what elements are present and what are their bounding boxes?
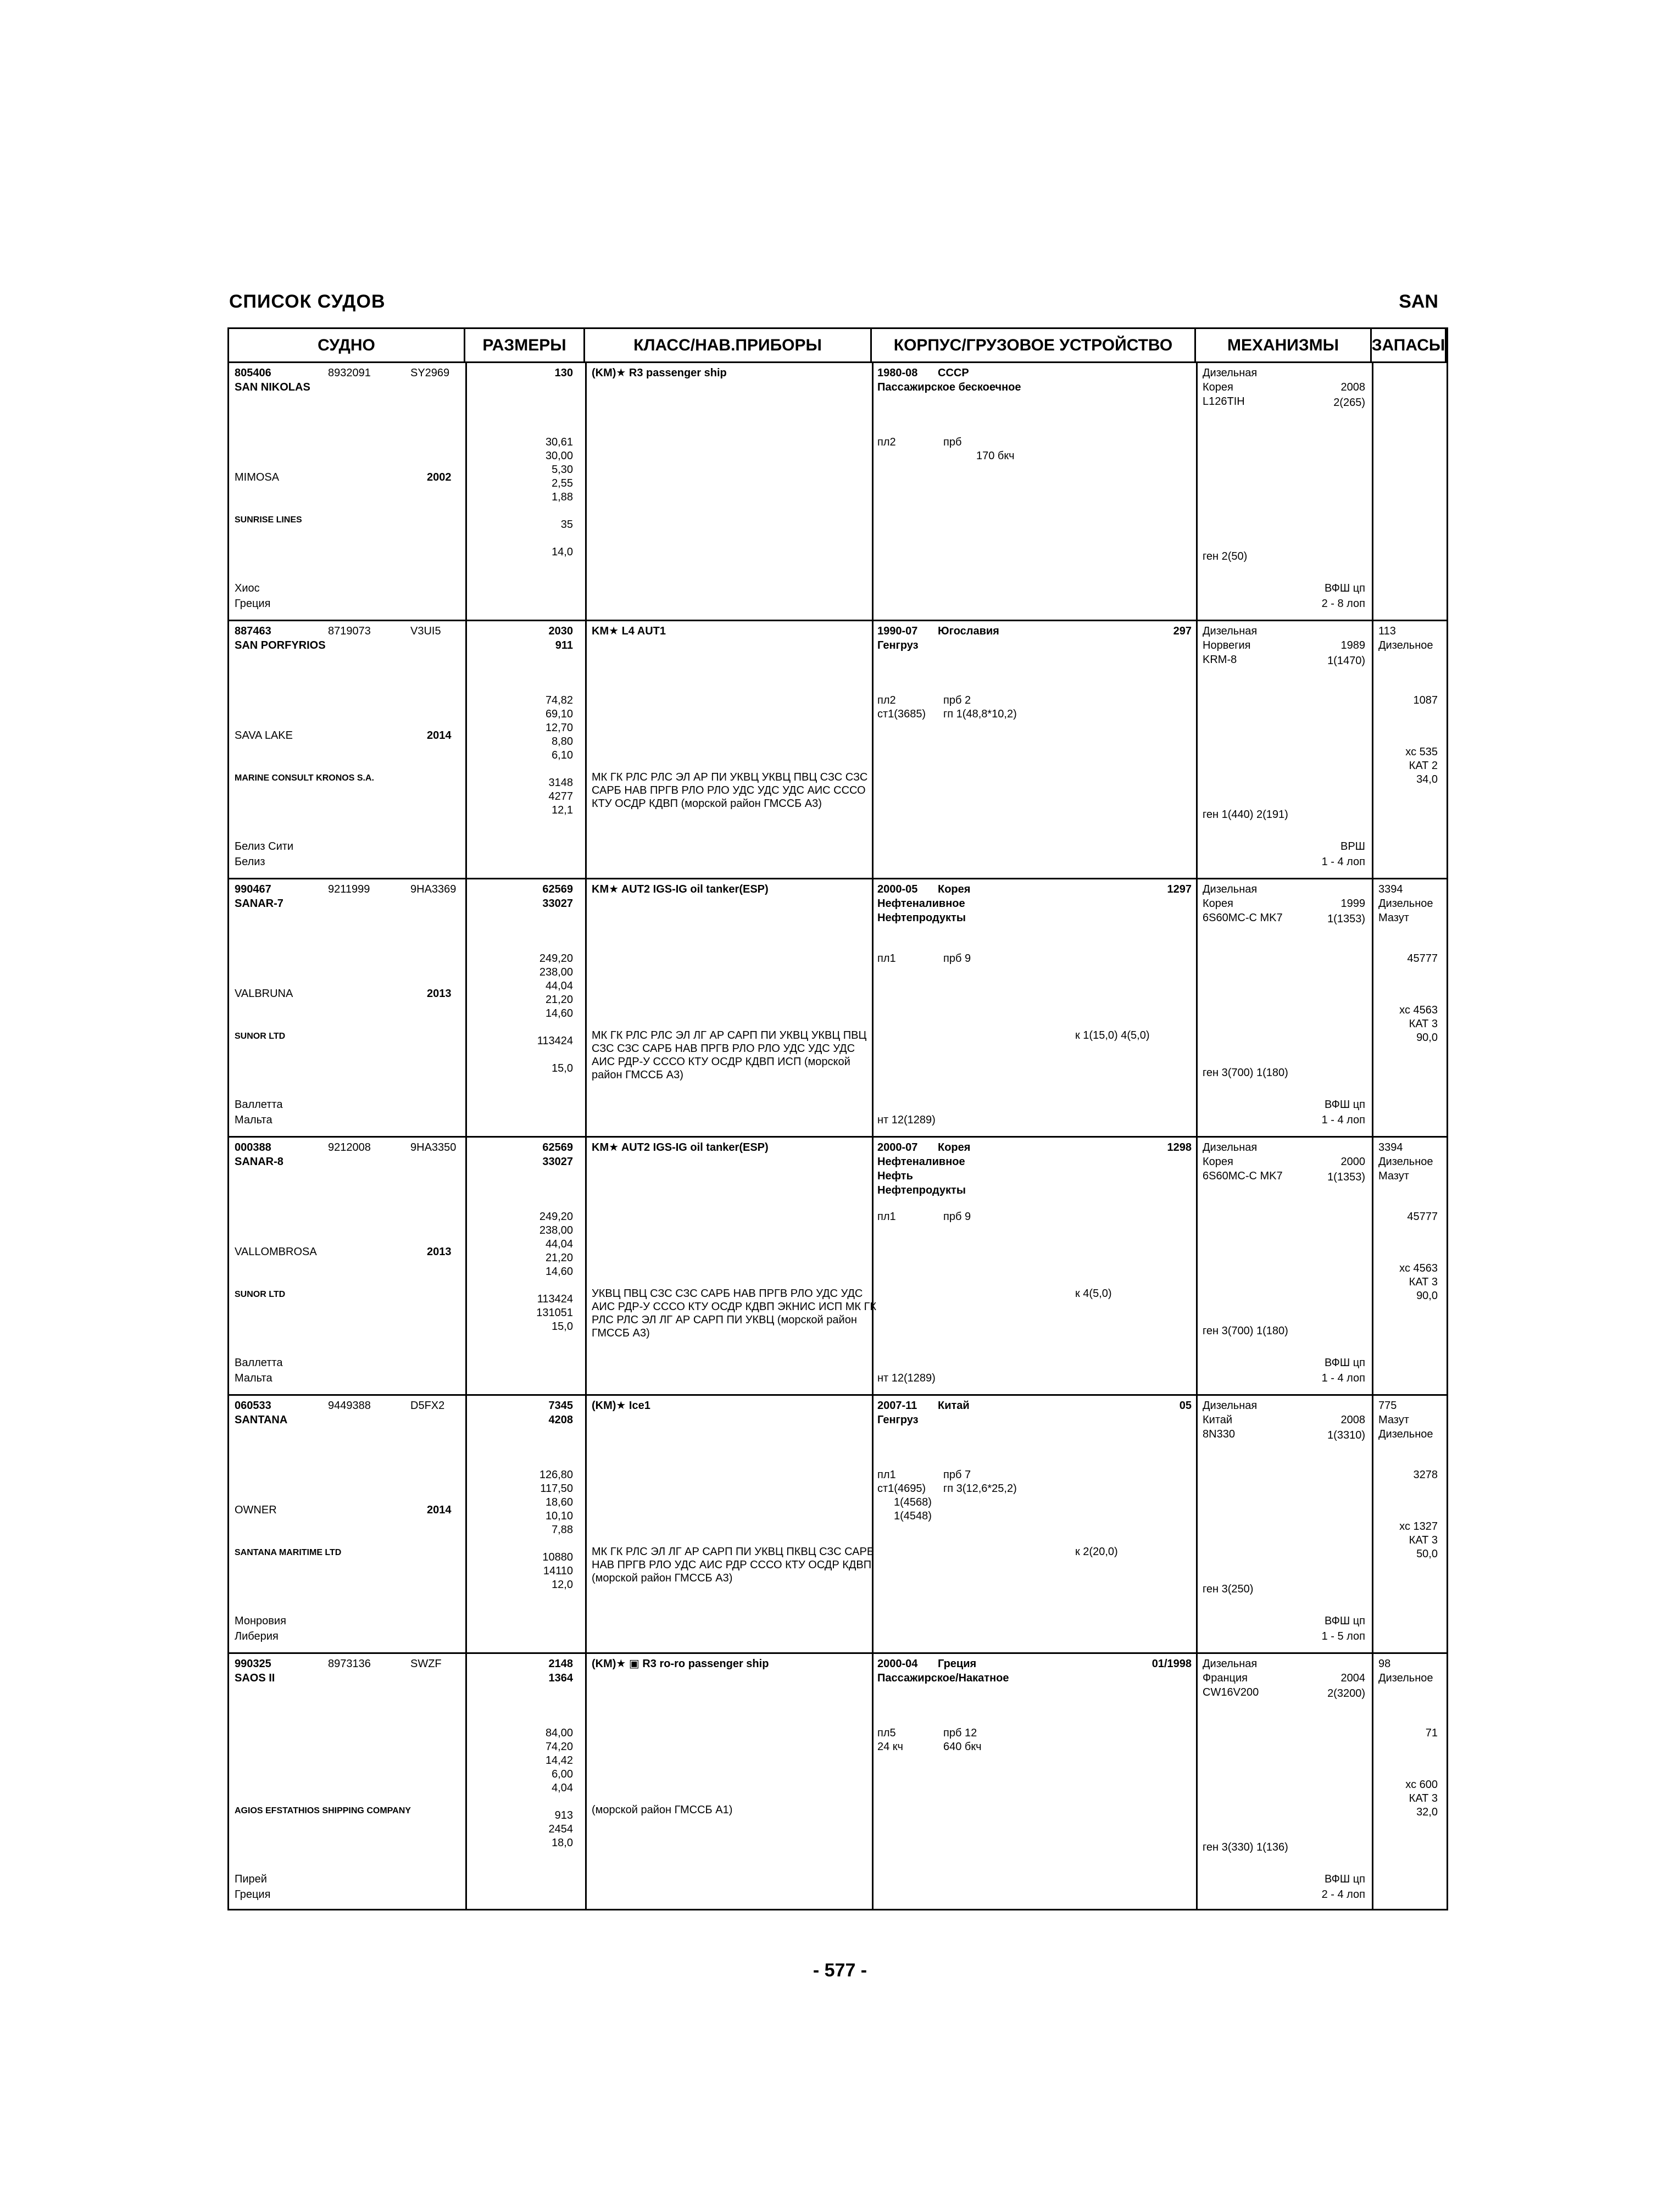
build-year: 2014 <box>427 1504 452 1516</box>
hull-build-country: Югославия <box>938 625 999 637</box>
hull-spec: 24 кч <box>877 1741 903 1753</box>
engine-country: Корея <box>1203 898 1233 910</box>
propeller-blades: 1 - 4 лоп <box>1321 1114 1365 1126</box>
class-notation: (KM)★ R3 passenger ship <box>592 367 727 379</box>
navigation-equipment: МК ГК РЛС ЭЛ ЛГ АР САРП ПИ УКВЦ ПКВЦ СЗС САРБ НАВ ПРГВ РЛО УДС АИС РДР СССО КТУ ОСДР КДВП (морской район ГМССБ А3) <box>592 1546 874 1584</box>
call-sign: 9HA3369 <box>410 883 457 895</box>
imo-number: 9449388 <box>328 1400 371 1412</box>
dimension-value: 3148 <box>548 777 573 789</box>
engine-type: Дизельная <box>1203 1658 1258 1670</box>
crew-category: КАТ 3 <box>1409 1792 1438 1804</box>
imo-number: 9212008 <box>328 1141 371 1154</box>
hull-spec: ст1(4695) <box>877 1483 926 1495</box>
fuel-capacity: 1087 <box>1413 694 1438 706</box>
ship-entry <box>229 1396 1447 1654</box>
hull-spec: пл1 <box>877 952 896 965</box>
dimension-value: 14110 <box>543 1565 573 1577</box>
dimension-value: 84,00 <box>545 1727 573 1739</box>
build-year: 2013 <box>427 988 452 1000</box>
fuel-store: 98 <box>1378 1658 1391 1670</box>
flag-country: Белиз <box>235 856 265 868</box>
propeller-type: ВФШ цп <box>1324 1873 1365 1885</box>
crew-category: КАТ 3 <box>1409 1276 1438 1288</box>
propeller-blades: 1 - 4 лоп <box>1321 856 1365 868</box>
ship-name: SANAR-8 <box>235 1156 283 1168</box>
hull-build-country: Корея <box>938 883 971 895</box>
former-name: SAVA LAKE <box>235 729 293 742</box>
engine-model: CW16V200 <box>1203 1686 1259 1698</box>
hull-number: 1297 <box>1167 883 1192 895</box>
build-year: 2014 <box>427 729 452 742</box>
port-of-registry: Хиос <box>235 582 260 594</box>
class-notation: KM★ AUT2 IGS-IG oil tanker(ESP) <box>592 883 769 895</box>
engine-country: Корея <box>1203 1156 1233 1168</box>
hull-build-date: 2000-05 <box>877 883 918 895</box>
dimension-value: 113424 <box>537 1293 573 1305</box>
dimension-value: 10880 <box>542 1551 573 1563</box>
call-sign: 9HA3350 <box>410 1141 457 1154</box>
tank-spec: нт 12(1289) <box>877 1114 936 1126</box>
ship-entry <box>229 363 1447 621</box>
dimension-value: 12,70 <box>545 722 573 734</box>
hull-spec: пл2 <box>877 436 896 448</box>
dimension-value: 14,60 <box>545 1266 573 1278</box>
engine-year: 2004 <box>1340 1672 1365 1684</box>
dimension-value: 6,00 <box>552 1768 573 1780</box>
imo-number: 8719073 <box>328 625 371 637</box>
hull-spec: 1(4548) <box>894 1510 932 1522</box>
call-sign: D5FX2 <box>410 1400 445 1412</box>
dimension-value: 1,88 <box>552 491 573 503</box>
hull-spec: прб 9 <box>943 1211 971 1223</box>
dimension-value: 2,55 <box>552 477 573 489</box>
dimension-value: 30,00 <box>545 450 573 462</box>
dimension-value: 12,1 <box>552 804 573 816</box>
hull-type: Нефтепродукты <box>877 1184 966 1196</box>
dimension-value: 4277 <box>548 790 573 803</box>
navigation-equipment: МК ГК РЛС РЛС ЭЛ ЛГ АР САРП ПИ УКВЦ УКВЦ ПВЦ СЗС СЗС САРБ НАВ ПРГВ РЛО РЛО УДС УДС УДС АИС РДР-У СССО КТУ ОСДР КДВП ИСП (морской район ГМССБ А3) <box>592 1029 867 1081</box>
dimension-value: 7,88 <box>552 1524 573 1536</box>
ship-name: SAN NIKOLAS <box>235 381 310 393</box>
engine-power: 1(1470) <box>1327 655 1365 667</box>
hull-spec: прб 9 <box>943 952 971 965</box>
class-notation: KM★ L4 AUT1 <box>592 625 666 637</box>
dimension-value: 14,42 <box>545 1754 573 1767</box>
propeller-blades: 2 - 8 лоп <box>1321 598 1365 610</box>
net-tonnage: 33027 <box>542 898 573 910</box>
crew-category: хс 1327 <box>1399 1520 1438 1533</box>
crew-category: КАТ 3 <box>1409 1018 1438 1030</box>
fuel-store: 775 <box>1378 1400 1397 1412</box>
dimension-value: 14,0 <box>552 546 573 558</box>
hull-spec: 640 бкч <box>943 1741 982 1753</box>
crew-category: 50,0 <box>1416 1548 1438 1560</box>
dimension-value: 15,0 <box>552 1321 573 1333</box>
ship-entry <box>229 1138 1447 1396</box>
navigation-equipment: УКВЦ ПВЦ СЗС СЗС САРБ НАВ ПРГВ РЛО УДС УДС АИС РДР-У СССО КТУ ОСДР КДВП ЭКНИС ИСП МК ГК РЛС РЛС ЭЛ ЛГ АР САРП ПИ УКВЦ (морской район ГМССБ А3) <box>592 1288 877 1339</box>
crew-category: хс 535 <box>1405 746 1438 758</box>
hull-spec: прб 2 <box>943 694 971 706</box>
crew-category: КАТ 3 <box>1409 1534 1438 1546</box>
ship-name: SANAR-7 <box>235 898 283 910</box>
net-tonnage: 1364 <box>548 1672 573 1684</box>
hull-number: 1298 <box>1167 1141 1192 1154</box>
class-notation: (KM)★ Ice1 <box>592 1400 650 1412</box>
engine-model: 8N330 <box>1203 1428 1235 1440</box>
engine-type: Дизельная <box>1203 625 1258 637</box>
fuel-store: 113 <box>1378 625 1396 637</box>
hull-spec: пл2 <box>877 694 896 706</box>
crew-category: 32,0 <box>1416 1806 1438 1818</box>
fuel-capacity: 45777 <box>1407 952 1438 965</box>
gross-tonnage: 2030 <box>548 625 573 637</box>
dimension-value: 113424 <box>537 1035 573 1047</box>
gross-tonnage: 2148 <box>548 1658 573 1670</box>
imo-number: 8973136 <box>328 1658 371 1670</box>
gross-tonnage: 7345 <box>548 1400 573 1412</box>
crew-category: 34,0 <box>1416 773 1438 786</box>
port-of-registry: Монровия <box>235 1615 286 1627</box>
fuel-store: Мазут <box>1378 912 1409 924</box>
page-title: СПИСОК СУДОВ <box>229 291 386 312</box>
owner-name: SUNRISE LINES <box>235 515 302 525</box>
hull-type: Генгруз <box>877 1414 919 1426</box>
col-class: КЛАСС/НАВ.ПРИБОРЫ <box>585 329 872 363</box>
build-year: 2002 <box>427 471 452 483</box>
hull-type: Нефтеналивное <box>877 1156 965 1168</box>
crew-category: хс 600 <box>1405 1779 1438 1791</box>
call-sign: SY2969 <box>410 367 450 379</box>
section-code: SAN <box>1399 291 1438 312</box>
hull-spec: пл1 <box>877 1469 896 1481</box>
owner-name: SANTANA MARITIME LTD <box>235 1548 342 1557</box>
hull-number: 05 <box>1179 1400 1192 1412</box>
imo-number: 8932091 <box>328 367 371 379</box>
registry-number: 887463 <box>235 625 271 637</box>
registry-number: 060533 <box>235 1400 271 1412</box>
dimension-value: 4,04 <box>552 1782 573 1794</box>
former-name: VALBRUNA <box>235 988 293 1000</box>
ship-entry <box>229 879 1447 1138</box>
hull-type: Пассажирское бескоечное <box>877 381 1021 393</box>
dimension-value: 117,50 <box>540 1483 573 1495</box>
generator-spec: ген 2(50) <box>1203 550 1248 562</box>
generator-spec: ген 3(250) <box>1203 1583 1254 1595</box>
propeller-type: ВФШ цп <box>1324 1615 1365 1627</box>
dimension-value: 131051 <box>536 1307 573 1319</box>
owner-name: SUNOR LTD <box>235 1032 286 1041</box>
owner-name: MARINE CONSULT KRONOS S.A. <box>235 773 374 783</box>
fuel-capacity: 71 <box>1425 1727 1438 1739</box>
engine-country: Корея <box>1203 381 1233 393</box>
flag-country: Мальта <box>235 1372 272 1384</box>
hull-type: Генгруз <box>877 639 919 651</box>
flag-country: Либерия <box>235 1630 279 1642</box>
page-number: - 577 - <box>813 1960 867 1981</box>
dimension-value: 238,00 <box>539 966 573 978</box>
engine-model: 6S60MC-C MK7 <box>1203 1170 1283 1182</box>
dimension-value: 21,20 <box>545 994 573 1006</box>
engine-country: Китай <box>1203 1414 1233 1426</box>
registry-number: 990467 <box>235 883 271 895</box>
engine-power: 1(3310) <box>1327 1429 1365 1441</box>
net-tonnage: 4208 <box>548 1414 573 1426</box>
propeller-blades: 1 - 5 лоп <box>1321 1630 1365 1642</box>
fuel-capacity: 45777 <box>1407 1211 1438 1223</box>
registry-number: 000388 <box>235 1141 271 1154</box>
col-dimensions: РАЗМЕРЫ <box>465 329 585 363</box>
engine-year: 2008 <box>1340 1414 1365 1426</box>
class-notation: (KM)★ ▣ R3 ro-ro passenger ship <box>592 1658 769 1670</box>
hull-spec: 170 бкч <box>976 450 1015 462</box>
former-name: MIMOSA <box>235 471 280 483</box>
dimension-value: 30,61 <box>545 436 573 448</box>
net-tonnage: 33027 <box>542 1156 573 1168</box>
hull-spec: гп 3(12,6*25,2) <box>943 1483 1017 1495</box>
ship-name: SANTANA <box>235 1414 288 1426</box>
hull-build-country: Китай <box>938 1400 970 1412</box>
owner-name: SUNOR LTD <box>235 1290 286 1299</box>
hull-type: Пассажирское/Накатное <box>877 1672 1009 1684</box>
hull-type: Нефть <box>877 1170 913 1182</box>
hull-spec: пл5 <box>877 1727 896 1739</box>
tank-spec: нт 12(1289) <box>877 1372 936 1384</box>
engine-power: 2(3200) <box>1327 1687 1365 1700</box>
hull-spec: прб 12 <box>943 1727 977 1739</box>
imo-number: 9211999 <box>328 883 370 895</box>
hull-spec: прб <box>943 436 962 448</box>
flag-country: Мальта <box>235 1114 272 1126</box>
crew-category: хс 4563 <box>1399 1262 1438 1274</box>
dimension-value: 126,80 <box>539 1469 573 1481</box>
hull-type: Нефтеналивное <box>877 898 965 910</box>
build-year: 2013 <box>427 1246 452 1258</box>
owner-name: AGIOS EFSTATHIOS SHIPPING COMPANY <box>235 1806 411 1815</box>
hull-spec: пл1 <box>877 1211 896 1223</box>
generator-spec: ген 3(700) 1(180) <box>1203 1325 1288 1337</box>
crew-category: 90,0 <box>1416 1290 1438 1302</box>
call-sign: V3UI5 <box>410 625 441 637</box>
hull-build-date: 1990-07 <box>877 625 918 637</box>
ship-entry <box>229 621 1447 879</box>
generator-spec: ген 3(700) 1(180) <box>1203 1067 1288 1079</box>
gross-tonnage: 62569 <box>542 883 573 895</box>
fuel-store: Дизельное <box>1378 898 1433 910</box>
dimension-value: 74,82 <box>545 694 573 706</box>
ship-name: SAOS II <box>235 1672 275 1684</box>
engine-year: 2000 <box>1340 1156 1365 1168</box>
fuel-store: Дизельное <box>1378 1428 1433 1440</box>
hull-number: 297 <box>1173 625 1192 637</box>
col-stores: ЗАПАСЫ <box>1372 329 1447 363</box>
gross-tonnage: 130 <box>554 367 573 379</box>
ship-list-table <box>227 327 1448 1910</box>
port-of-registry: Белиз Сити <box>235 840 294 853</box>
navigation-equipment: МК ГК РЛС РЛС ЭЛ АР ПИ УКВЦ УКВЦ ПВЦ СЗС СЗС САРБ НАВ ПРГВ РЛО РЛО УДС УДС УДС АИС СССО КТУ ОСДР КДВП (морской район ГМССБ А3) <box>592 771 868 810</box>
engine-model: L126TIH <box>1203 395 1245 408</box>
engine-model: KRM-8 <box>1203 654 1237 666</box>
hull-number: 01/1998 <box>1151 1658 1192 1670</box>
fuel-store: Дизельное <box>1378 1156 1433 1168</box>
registry-number: 805406 <box>235 367 271 379</box>
engine-power: 1(1353) <box>1327 1171 1365 1183</box>
dimension-value: 238,00 <box>539 1224 573 1236</box>
propeller-blades: 1 - 4 лоп <box>1321 1372 1365 1384</box>
hull-build-date: 2000-04 <box>877 1658 918 1670</box>
col-ship: СУДНО <box>229 329 465 363</box>
call-sign: SWZF <box>410 1658 442 1670</box>
port-of-registry: Пирей <box>235 1873 267 1885</box>
engine-type: Дизельная <box>1203 883 1258 895</box>
fuel-capacity: 3278 <box>1413 1469 1438 1481</box>
flag-country: Греция <box>235 1889 271 1901</box>
crane-spec: к 1(15,0) 4(5,0) <box>1075 1029 1150 1041</box>
class-notation: KM★ AUT2 IGS-IG oil tanker(ESP) <box>592 1141 769 1154</box>
dimension-value: 10,10 <box>545 1510 573 1522</box>
dimension-value: 15,0 <box>552 1062 573 1074</box>
fuel-store: Дизельное <box>1378 1672 1433 1684</box>
crane-spec: к 4(5,0) <box>1075 1288 1112 1300</box>
col-machinery: МЕХАНИЗМЫ <box>1196 329 1372 363</box>
dimension-value: 2454 <box>548 1823 573 1835</box>
propeller-type: ВФШ цп <box>1324 1357 1365 1369</box>
fuel-store: Мазут <box>1378 1170 1409 1182</box>
ship-entry <box>229 1654 1447 1912</box>
dimension-value: 6,10 <box>552 749 573 761</box>
dimension-value: 35 <box>560 519 573 531</box>
dimension-value: 249,20 <box>539 952 573 965</box>
dimension-value: 44,04 <box>545 980 573 992</box>
port-of-registry: Валлетта <box>235 1099 283 1111</box>
fuel-store: 3394 <box>1378 883 1403 895</box>
engine-year: 1989 <box>1340 639 1365 651</box>
dimension-value: 249,20 <box>539 1211 573 1223</box>
hull-build-country: Греция <box>938 1658 977 1670</box>
dimension-value: 18,0 <box>552 1837 573 1849</box>
flag-country: Греция <box>235 598 271 610</box>
hull-build-date: 2007-11 <box>877 1400 917 1412</box>
dimension-value: 69,10 <box>545 708 573 720</box>
crew-category: 90,0 <box>1416 1032 1438 1044</box>
hull-spec: 1(4568) <box>894 1496 932 1508</box>
net-tonnage: 911 <box>555 639 573 651</box>
dimension-value: 913 <box>554 1809 573 1821</box>
propeller-type: ВФШ цп <box>1324 1099 1365 1111</box>
engine-country: Норвегия <box>1203 639 1251 651</box>
propeller-type: ВФШ цп <box>1324 582 1365 594</box>
registry-number: 990325 <box>235 1658 271 1670</box>
fuel-store: Мазут <box>1378 1414 1409 1426</box>
dimension-value: 18,60 <box>545 1496 573 1508</box>
dimension-value: 8,80 <box>552 736 573 748</box>
engine-power: 1(1353) <box>1327 913 1365 925</box>
hull-spec: прб 7 <box>943 1469 971 1481</box>
crew-category: хс 4563 <box>1399 1004 1438 1016</box>
propeller-type: ВРШ <box>1340 840 1365 853</box>
engine-model: 6S60MC-C MK7 <box>1203 912 1283 924</box>
generator-spec: ген 1(440) 2(191) <box>1203 809 1288 821</box>
dimension-value: 44,04 <box>545 1238 573 1250</box>
dimension-value: 12,0 <box>552 1579 573 1591</box>
fuel-store: Дизельное <box>1378 639 1433 651</box>
engine-type: Дизельная <box>1203 367 1258 379</box>
hull-build-country: СССР <box>938 367 969 379</box>
ship-name: SAN PORFYRIOS <box>235 639 326 651</box>
hull-spec: гп 1(48,8*10,2) <box>943 708 1017 720</box>
fuel-store: 3394 <box>1378 1141 1403 1154</box>
dimension-value: 14,60 <box>545 1007 573 1020</box>
former-name: OWNER <box>235 1504 277 1516</box>
dimension-value: 5,30 <box>552 464 573 476</box>
crane-spec: к 2(20,0) <box>1075 1546 1118 1558</box>
dimension-value: 74,20 <box>545 1741 573 1753</box>
crew-category: КАТ 2 <box>1409 760 1438 772</box>
engine-year: 2008 <box>1340 381 1365 393</box>
propeller-blades: 2 - 4 лоп <box>1321 1889 1365 1901</box>
hull-type: Нефтепродукты <box>877 912 966 924</box>
engine-type: Дизельная <box>1203 1141 1258 1154</box>
hull-build-date: 2000-07 <box>877 1141 918 1154</box>
gross-tonnage: 62569 <box>542 1141 573 1154</box>
col-hull: КОРПУС/ГРУЗОВОЕ УСТРОЙСТВО <box>872 329 1196 363</box>
hull-build-country: Корея <box>938 1141 971 1154</box>
hull-spec: ст1(3685) <box>877 708 926 720</box>
engine-type: Дизельная <box>1203 1400 1258 1412</box>
navigation-equipment: (морской район ГМССБ А1) <box>592 1804 733 1816</box>
dimension-value: 21,20 <box>545 1252 573 1264</box>
port-of-registry: Валлетта <box>235 1357 283 1369</box>
engine-country: Франция <box>1203 1672 1248 1684</box>
generator-spec: ген 3(330) 1(136) <box>1203 1841 1288 1853</box>
engine-power: 2(265) <box>1333 397 1365 409</box>
hull-build-date: 1980-08 <box>877 367 918 379</box>
engine-year: 1999 <box>1340 898 1365 910</box>
former-name: VALLOMBROSA <box>235 1246 317 1258</box>
